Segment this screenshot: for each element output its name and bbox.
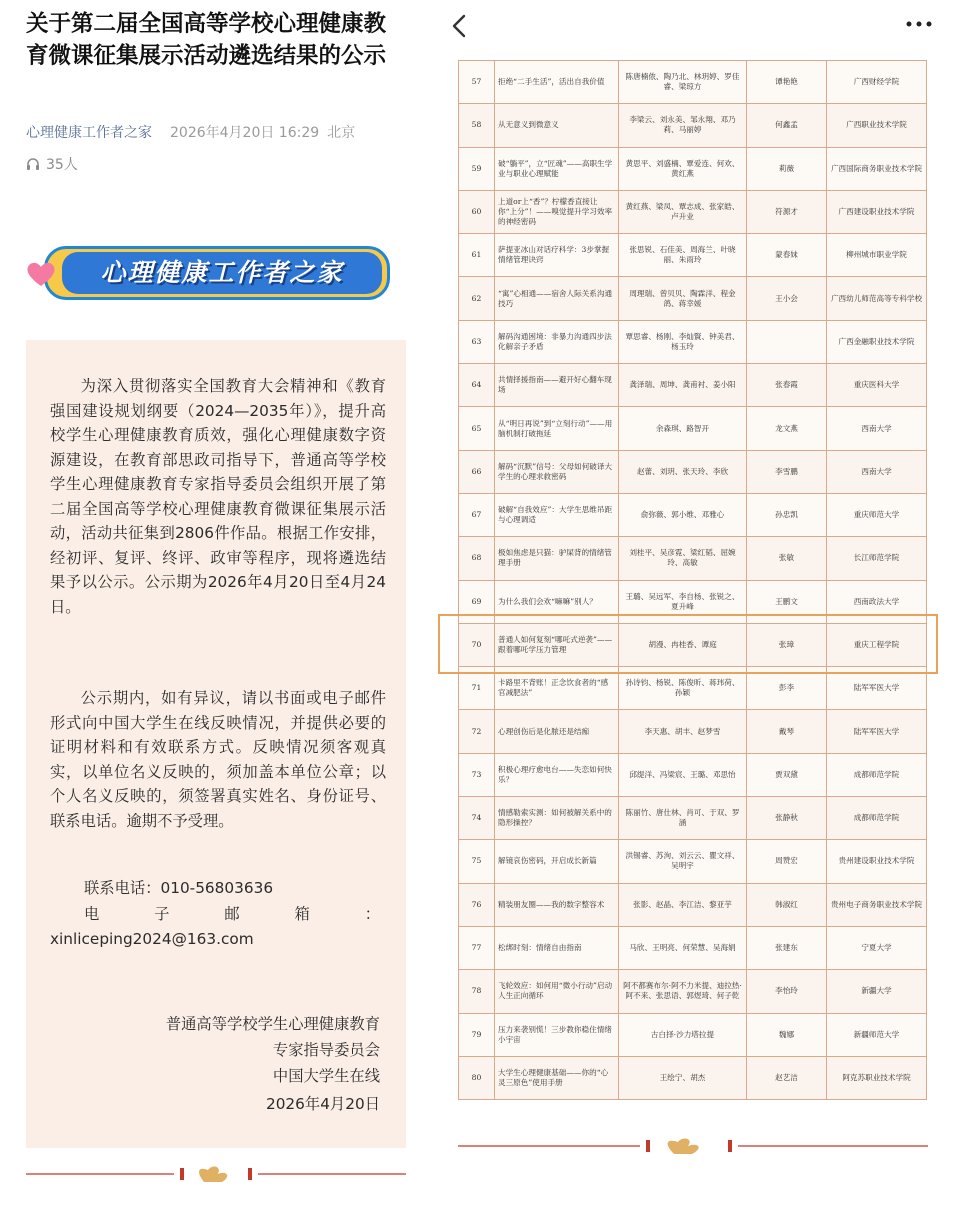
cell-row-number: 66 xyxy=(459,450,495,493)
cell-authors: 阿不都赛布尔·阿不力米提、迪拉热·阿不来、张思语、郭煜琦、何子乾 xyxy=(619,970,747,1013)
cell-teacher: 张静秋 xyxy=(747,797,827,840)
cell-row-number: 67 xyxy=(459,493,495,536)
table-row xyxy=(459,190,927,233)
article-title: 关于第二届全国高等学校心理健康教育微课征集展示活动遴选结果的公示 xyxy=(26,11,387,69)
cell-authors: 黄红燕、梁凤、覃志成、张家皓、卢升业 xyxy=(619,190,747,233)
table-row xyxy=(459,493,927,536)
account-banner xyxy=(26,230,396,316)
cell-authors: 孙诗钧、杨锐、陈俊昕、蒋玮荷、孙颖 xyxy=(619,667,747,710)
cell-work-title: 为什么我们会欢“嘛嘛”别人？ xyxy=(495,580,619,623)
cell-school: 阿克苏职业技术学院 xyxy=(827,1056,927,1099)
cell-teacher: 谭艳艳 xyxy=(747,61,827,104)
cell-school: 广西财经学院 xyxy=(827,61,927,104)
cell-school: 宁夏大学 xyxy=(827,926,927,969)
cell-teacher: 戴琴 xyxy=(747,710,827,753)
listen-count-text: 35人 xyxy=(46,157,78,173)
highlight-box xyxy=(438,614,938,674)
table-row xyxy=(459,277,927,320)
cell-authors: 王绘宁、胡杰 xyxy=(619,1056,747,1099)
listen-count[interactable] xyxy=(26,154,78,174)
cell-teacher: 张春霞 xyxy=(747,364,827,407)
cell-school: 西南大学 xyxy=(827,407,927,450)
cell-work-title: 破解“自我效应”：大学生思维吊距与心理调适 xyxy=(495,493,619,536)
table-row xyxy=(459,407,927,450)
cell-row-number: 73 xyxy=(459,753,495,796)
cell-teacher: 符源才 xyxy=(747,190,827,233)
cell-school: 长江师范学院 xyxy=(827,537,927,580)
cell-teacher: 王鹏文 xyxy=(747,580,827,623)
cell-school: 新疆师范大学 xyxy=(827,1013,927,1056)
cell-work-title: 心理创伤后是化脓还是结痂 xyxy=(495,710,619,753)
cell-school: 西南政法大学 xyxy=(827,580,927,623)
cell-work-title: 拒绝“二手生活”，活出自我价值 xyxy=(495,61,619,104)
cell-row-number: 72 xyxy=(459,710,495,753)
cell-teacher: 周赞宏 xyxy=(747,840,827,883)
table-row xyxy=(459,710,927,753)
signature-line-3: 中国大学生在线 xyxy=(272,1067,380,1085)
cell-row-number: 75 xyxy=(459,840,495,883)
cell-authors: 黄思平、刘盛楠、覃爱连、何欢、黄红燕 xyxy=(619,147,747,190)
publish-location: 北京 xyxy=(327,125,356,141)
cell-teacher xyxy=(747,320,827,363)
cell-work-title: 解码沟通困境：非暴力沟通四步法化解亲子矛盾 xyxy=(495,320,619,363)
cell-row-number: 77 xyxy=(459,926,495,969)
cell-authors: 龚泽瑞、周坤、龚甫衬、姜小阳 xyxy=(619,364,747,407)
cell-school: 重庆医科大学 xyxy=(827,364,927,407)
table-row xyxy=(459,926,927,969)
cell-authors: 王璐、吴远军、李自杨、张锐之、夏升峰 xyxy=(619,580,747,623)
cell-row-number: 62 xyxy=(459,277,495,320)
notice-paragraph-2: 公示期内，如有异议，请以书面或电子邮件形式向中国大学生在线反映情况，并提供必要的证明材料和有效联系方式。反映情况须客观真实，以单位名义反映的，须加盖本单位公章；以个人名义反映的，须签署真实姓名、身份证号、联系电话。逾期不予受理。 xyxy=(50,689,386,830)
cell-teacher: 彭李 xyxy=(747,667,827,710)
cell-teacher: 何鑫孟 xyxy=(747,104,827,147)
cell-work-title: 共情择援指南——避开好心翻车现场 xyxy=(495,364,619,407)
cell-school: 广西建设职业技术学院 xyxy=(827,190,927,233)
cell-row-number: 74 xyxy=(459,797,495,840)
cell-row-number: 61 xyxy=(459,234,495,277)
cell-school: 重庆师范大学 xyxy=(827,493,927,536)
cell-teacher: 张璋 xyxy=(747,623,827,666)
cell-school: 广西金融职业技术学院 xyxy=(827,320,927,363)
cell-row-number: 79 xyxy=(459,1013,495,1056)
article-panel xyxy=(0,0,430,1206)
cell-authors: 李梁云、刘永美、邹永翔、邓乃莉、马丽婷 xyxy=(619,104,747,147)
cell-school: 新疆大学 xyxy=(827,970,927,1013)
cell-row-number: 58 xyxy=(459,104,495,147)
cell-school: 重庆工程学院 xyxy=(827,623,927,666)
results-document xyxy=(458,60,926,1100)
cell-teacher: 李雪鹏 xyxy=(747,450,827,493)
table-row xyxy=(459,537,927,580)
signature-line-1: 普通高等学校学生心理健康教育 xyxy=(165,1015,380,1033)
cell-row-number: 78 xyxy=(459,970,495,1013)
table-row xyxy=(459,883,927,926)
cell-authors: 赵蕾、刘玥、张天玲、李欣 xyxy=(619,450,747,493)
table-row xyxy=(459,234,927,277)
cell-teacher: 王小会 xyxy=(747,277,827,320)
cell-work-title: 从无意义到微意义 xyxy=(495,104,619,147)
cell-authors: 张思锐、石佳美、周海兰、叶晓丽、朱雨玲 xyxy=(619,234,747,277)
cell-authors: 胡漫、冉桂香、谭庭 xyxy=(619,623,747,666)
cell-school: 广西职业技术学院 xyxy=(827,104,927,147)
table-row xyxy=(459,970,927,1013)
cell-school: 广西国际商务职业技术学院 xyxy=(827,147,927,190)
cell-work-title: 飞轮效应：如何用“微小行动”启动人生正向循环 xyxy=(495,970,619,1013)
cell-work-title: 破“躺平”，立“匠魂”——高职生学业与职业心理赋能 xyxy=(495,147,619,190)
email-label: 电子邮箱： xyxy=(84,905,380,923)
cell-row-number: 70 xyxy=(459,623,495,666)
chevron-left-icon[interactable] xyxy=(448,12,472,40)
cell-work-title: 解镜哀伤密码，开启成长新篇 xyxy=(495,840,619,883)
cell-row-number: 57 xyxy=(459,61,495,104)
table-row xyxy=(459,1056,927,1099)
cell-school: 西南大学 xyxy=(827,450,927,493)
cell-school: 贵州电子商务职业技术学院 xyxy=(827,883,927,926)
cell-row-number: 60 xyxy=(459,190,495,233)
document-viewer xyxy=(430,0,959,1206)
results-table xyxy=(458,60,927,1100)
cell-row-number: 63 xyxy=(459,320,495,363)
contact-phone: 联系电话：010-56803636 xyxy=(84,879,274,897)
cell-authors: 李天惠、胡丰、赵梦雪 xyxy=(619,710,747,753)
cell-work-title: 上道or上“香”？柠檬香直接让你“上分”！——嗅觉提升学习效率的神经密码 xyxy=(495,190,619,233)
cell-teacher: 龙文燕 xyxy=(747,407,827,450)
table-row xyxy=(459,450,927,493)
cell-school: 广西幼儿师范高等专科学校 xyxy=(827,277,927,320)
cell-work-title: 解码“沉默”信号：父母如何破译大学生的心理求救密码 xyxy=(495,450,619,493)
cell-row-number: 76 xyxy=(459,883,495,926)
cell-work-title: 卡路里不背账！正念饮食者的“感官减肥法” xyxy=(495,667,619,710)
more-dots-icon[interactable] xyxy=(904,14,934,34)
table-row xyxy=(459,1013,927,1056)
cell-authors: 俞弥薇、郭小维、邓雅心 xyxy=(619,493,747,536)
cell-work-title: 从“明日再说”到“立刻行动”——用脑机制打破拖延 xyxy=(495,407,619,450)
cell-teacher: 贾双黛 xyxy=(747,753,827,796)
cell-authors: 覃思睿、杨刚、李灿賢、钟美君、杨玉玲 xyxy=(619,320,747,363)
cell-authors: 古白择·沙力塔拉提 xyxy=(619,1013,747,1056)
cell-teacher: 孙忠凯 xyxy=(747,493,827,536)
table-row xyxy=(459,840,927,883)
table-row xyxy=(459,147,927,190)
cell-authors: 陈丽竹、唐仕林、肖可、于双、罗涵 xyxy=(619,797,747,840)
cell-row-number: 80 xyxy=(459,1056,495,1099)
account-name-link[interactable]: 心理健康工作者之家 xyxy=(26,125,152,141)
cell-authors: 周理瑞、曾贝贝、陶霖洋、程金鸽、蒋幸媛 xyxy=(619,277,747,320)
cell-teacher: 张建东 xyxy=(747,926,827,969)
cell-teacher: 张敏 xyxy=(747,537,827,580)
cell-row-number: 68 xyxy=(459,537,495,580)
cell-authors: 刘桂平、吴彦霓、梁红韬、屈婉玲、高敏 xyxy=(619,537,747,580)
banner-text: 心理健康工作者之家 xyxy=(62,252,382,294)
table-row xyxy=(459,320,927,363)
cell-row-number: 64 xyxy=(459,364,495,407)
cell-authors: 张影、赵晶、李江洁、黎亚芋 xyxy=(619,883,747,926)
cell-work-title: 积极心理疗愈电台——失恋如何快乐？ xyxy=(495,753,619,796)
cell-teacher: 莉薇 xyxy=(747,147,827,190)
cell-school: 陆军军医大学 xyxy=(827,710,927,753)
cell-work-title: 压力来袭别慌！三步教你稳住情绪小宇宙 xyxy=(495,1013,619,1056)
headphones-icon xyxy=(26,158,40,170)
cell-work-title: 极如焦虑是只猫：驴屎背的情绪管理手册 xyxy=(495,537,619,580)
table-row xyxy=(459,61,927,104)
section-divider xyxy=(26,1160,406,1190)
publish-date: 2026年4月20日 16:29 xyxy=(170,125,320,141)
table-row xyxy=(459,104,927,147)
cell-teacher: 蒙春妹 xyxy=(747,234,827,277)
notice-box xyxy=(26,340,406,1148)
table-row xyxy=(459,797,927,840)
cell-work-title: 大学生心理健康基础——你的“心灵三原色”使用手册 xyxy=(495,1056,619,1099)
cell-row-number: 65 xyxy=(459,407,495,450)
cell-work-title: 松绑时刻：情绪自由指南 xyxy=(495,926,619,969)
cell-work-title: 精装朋友圈——我的数字整容术 xyxy=(495,883,619,926)
cell-authors: 余森琪、路智开 xyxy=(619,407,747,450)
signature-date: 2026年4月20日 xyxy=(265,1095,380,1113)
cell-row-number: 69 xyxy=(459,580,495,623)
cell-school: 成都师范学院 xyxy=(827,797,927,840)
cell-work-title: 普通人如何复刻“哪吒式逆袭”——跟着哪吒学压力管理 xyxy=(495,623,619,666)
cell-row-number: 59 xyxy=(459,147,495,190)
article-meta xyxy=(26,122,355,142)
table-row xyxy=(459,364,927,407)
cell-school: 成都师范学院 xyxy=(827,753,927,796)
cell-teacher: 魏娜 xyxy=(747,1013,827,1056)
cell-authors: 洪锡睿、苏洵、刘云云、瞿文祥、吴明宇 xyxy=(619,840,747,883)
cell-authors: 邱缇洋、冯梁宸、王璐、邓思怡 xyxy=(619,753,747,796)
signature-line-2: 专家指导委员会 xyxy=(272,1041,380,1059)
cell-work-title: “寓”心相通——宿舍人际关系沟通技巧 xyxy=(495,277,619,320)
cell-teacher: 韩淑红 xyxy=(747,883,827,926)
cell-school: 陆军军医大学 xyxy=(827,667,927,710)
email-address[interactable]: xinliceping2024@163.com xyxy=(50,930,254,948)
cell-school: 柳州城市职业学院 xyxy=(827,234,927,277)
cell-work-title: 情感勒索实测：如何被解关系中的隐形操控？ xyxy=(495,797,619,840)
cell-teacher: 李怡玲 xyxy=(747,970,827,1013)
heart-icon xyxy=(26,260,56,288)
cell-authors: 马欣、王明亮、何荣慧、吴海娟 xyxy=(619,926,747,969)
cell-work-title: 萨提亚冰山对话疗科学：3步掌握情绪管理诀窍 xyxy=(495,234,619,277)
table-row xyxy=(459,753,927,796)
cell-row-number: 71 xyxy=(459,667,495,710)
cell-school: 贵州建设职业技术学院 xyxy=(827,840,927,883)
cell-authors: 陈唐楠侬、陶乃北、林玥婷、罗佳睿、梁琼方 xyxy=(619,61,747,104)
cell-teacher: 赵艺洁 xyxy=(747,1056,827,1099)
notice-paragraph-1: 为深入贯彻落实全国教育大会精神和《教育强国建设规划纲要（2024—2035年）》，提升高校学生心理健康教育质效，强化心理健康数字资源建设，在教育部思政司指导下，普通高等学校学生心理健康教育专家指导委员会组织开展了第二届全国高等学校心理健康教育微课征集展示活动，活动共征集到2806件作品。根据工作安排，经初评、复评、终评、政审等程序，现将遴选结果予以公示。公示期为2026年4月20日至4月24日。 xyxy=(50,377,386,616)
section-divider-right xyxy=(458,1132,928,1162)
